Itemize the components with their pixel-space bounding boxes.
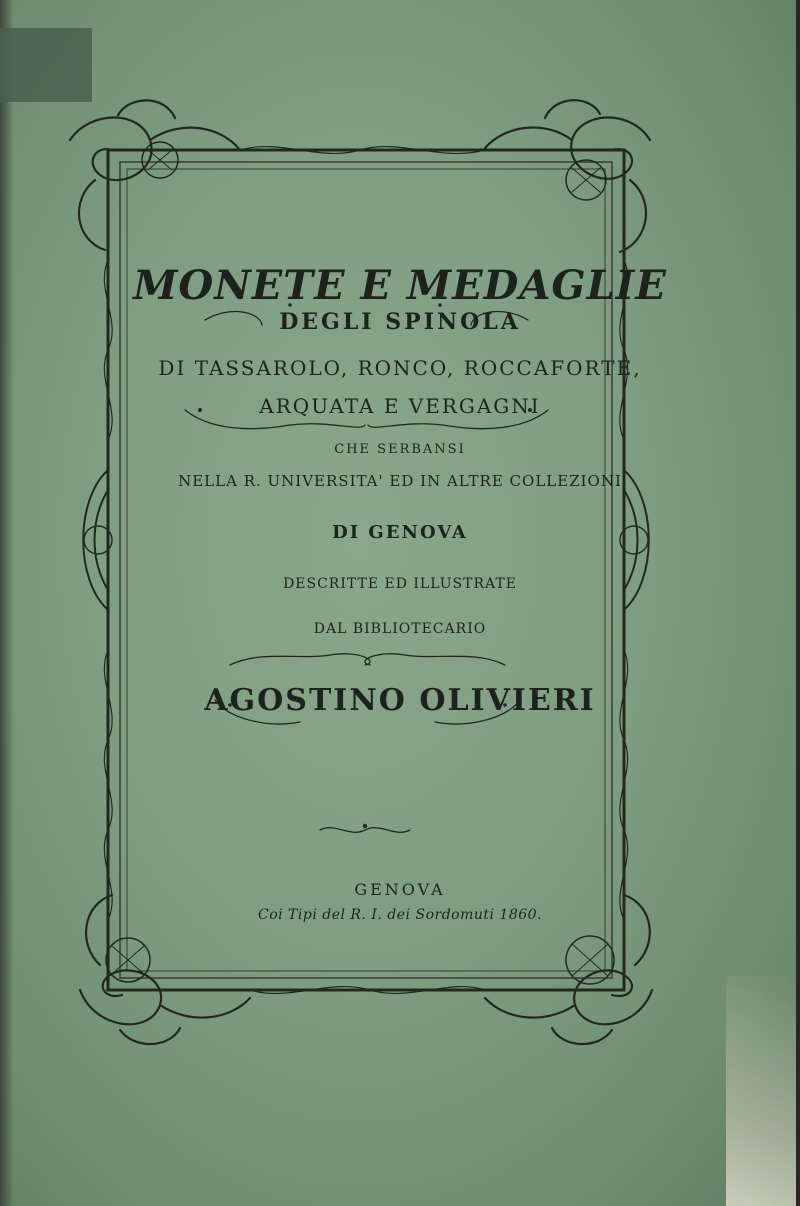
title-line-1: MONETE E MEDAGLIE bbox=[133, 262, 667, 309]
subtitle-che-serbansi: CHE SERBANSI bbox=[334, 442, 466, 457]
scroll-flourish-icon bbox=[185, 312, 548, 833]
title-line-2: DEGLI SPINOLA bbox=[279, 309, 521, 335]
leaf-sprig-icon bbox=[198, 303, 532, 828]
title-line-4: ARQUATA E VERGAGNI bbox=[259, 394, 541, 418]
scroll-flourish-icon bbox=[70, 100, 240, 250]
title-line-3: DI TASSAROLO, RONCO, ROCCAFORTE, bbox=[158, 356, 642, 380]
subtitle-di-genova: DI GENOVA bbox=[332, 522, 468, 543]
imprint-city: GENOVA bbox=[354, 880, 446, 899]
subtitle-collections: NELLA R. UNIVERSITA' ED IN ALTRE COLLEZIONI bbox=[178, 472, 622, 490]
dal-bibliotecario-line: DAL BIBLIOTECARIO bbox=[313, 621, 487, 637]
descritte-line: DESCRITTE ED ILLUSTRATE bbox=[283, 576, 517, 592]
imprint-printer: Coi Tipi del R. I. dei Sordomuti 1860. bbox=[257, 907, 543, 923]
author-name: AGOSTINO OLIVIERI bbox=[204, 683, 596, 718]
